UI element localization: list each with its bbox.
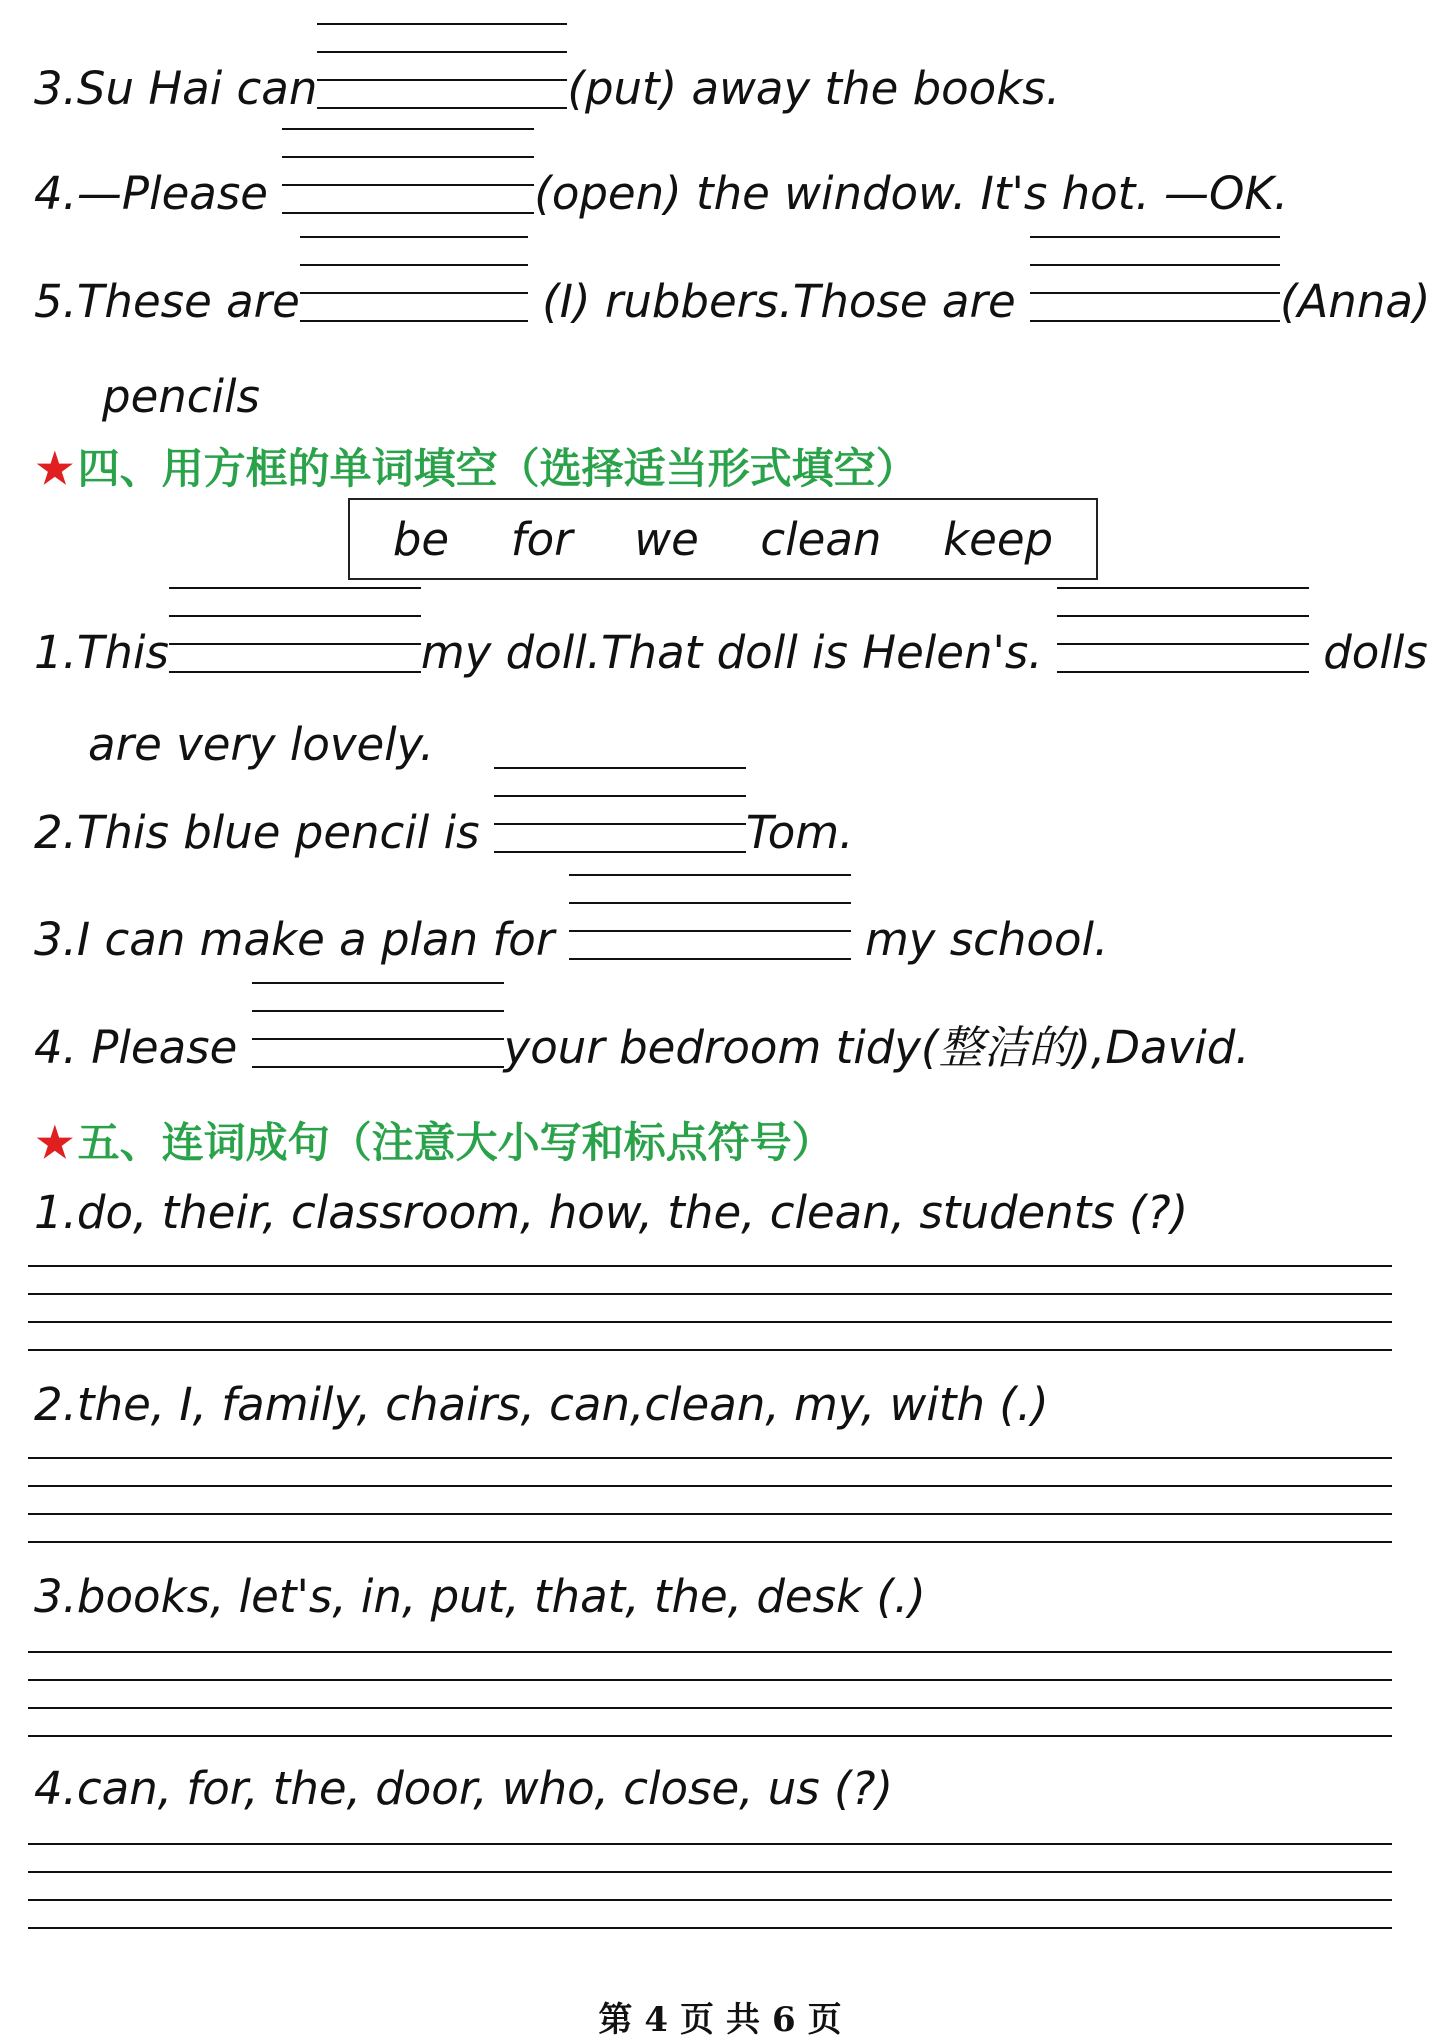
question-suffix: dolls — [1308, 626, 1428, 679]
footer-gong: 共 — [726, 2000, 760, 2040]
question-3-3 — [34, 62, 1061, 115]
question-middle: my doll.That doll is Helen's. — [420, 626, 1057, 679]
question-prefix: 2.This blue pencil is — [34, 806, 494, 859]
question-continuation: pencils — [102, 370, 260, 423]
answer-blank[interactable] — [1030, 316, 1280, 317]
writing-line[interactable] — [28, 1485, 1392, 1487]
writing-line[interactable] — [28, 1513, 1392, 1515]
writing-line[interactable] — [28, 1293, 1392, 1295]
question-prefix: 3.I can make a plan for — [34, 913, 569, 966]
question-4-4 — [34, 1021, 1250, 1074]
footer-di: 第 — [598, 2000, 633, 2040]
question-suffix: (put) away the books. — [567, 62, 1061, 115]
answer-blank[interactable] — [282, 208, 534, 209]
question-suffix: your bedroom tidy(整洁的),David. — [503, 1021, 1250, 1074]
reorder-item-3: 3.books, let's, in, put, that, the, desk (.) — [34, 1570, 926, 1623]
page-footer — [0, 1992, 1440, 2041]
question-continuation: are very lovely. — [88, 718, 435, 771]
star-icon: ★ — [36, 1118, 74, 1167]
question-suffix: (open) the window. It's hot. —OK. — [534, 167, 1289, 220]
writing-line[interactable] — [28, 1843, 1392, 1845]
question-4-2 — [34, 806, 854, 859]
word-bank-item: clean — [760, 512, 882, 566]
answer-blank[interactable] — [569, 954, 851, 955]
question-suffix: Tom. — [745, 806, 854, 859]
answer-blank[interactable] — [169, 667, 421, 668]
writing-line[interactable] — [28, 1457, 1392, 1459]
question-3-5 — [34, 275, 1431, 328]
question-suffix: my school. — [850, 913, 1109, 966]
writing-line[interactable] — [28, 1899, 1392, 1901]
writing-line[interactable] — [28, 1321, 1392, 1323]
heading-text: 四、用方框的单词填空（选择适当形式填空） — [77, 444, 918, 493]
writing-line[interactable] — [28, 1651, 1392, 1653]
page-total: 6 — [772, 2000, 796, 2040]
question-prefix: 4. Please — [34, 1021, 252, 1074]
reorder-item-1: 1.do, their, classroom, how, the, clean, students (?) — [34, 1186, 1189, 1239]
writing-line[interactable] — [28, 1349, 1392, 1351]
reorder-item-4: 4.can, for, the, door, who, close, us (?) — [34, 1762, 894, 1815]
question-prefix: 3.Su Hai can — [34, 62, 318, 115]
writing-line[interactable] — [28, 1707, 1392, 1709]
question-prefix: 5.These are — [34, 275, 300, 328]
heading-text: 五、连词成句（注意大小写和标点符号） — [77, 1118, 834, 1167]
answer-blank[interactable] — [1057, 667, 1309, 668]
question-4-1 — [34, 626, 1428, 679]
writing-line[interactable] — [28, 1871, 1392, 1873]
star-icon: ★ — [36, 444, 74, 493]
question-suffix: (Anna) — [1279, 275, 1431, 328]
answer-blank[interactable] — [300, 316, 528, 317]
reorder-item-2: 2.the, I, family, chairs, can,clean, my, with (.) — [34, 1378, 1049, 1431]
question-prefix: 1.This — [34, 626, 169, 679]
word-bank-item: be — [392, 512, 450, 566]
answer-blank[interactable] — [252, 1062, 504, 1063]
question-4-3 — [34, 913, 1109, 966]
word-bank-item: keep — [943, 512, 1054, 566]
page-number: 4 — [644, 2000, 668, 2040]
word-bank-item: we — [634, 512, 699, 566]
writing-line[interactable] — [28, 1927, 1392, 1929]
question-prefix: 4.—Please — [34, 167, 283, 220]
word-bank-item: for — [510, 512, 573, 566]
writing-line[interactable] — [28, 1679, 1392, 1681]
question-3-4 — [34, 167, 1289, 220]
writing-line[interactable] — [28, 1265, 1392, 1267]
word-bank — [348, 498, 1098, 580]
footer-ye: 页 — [807, 2000, 842, 2040]
answer-blank[interactable] — [317, 103, 567, 104]
section-heading-4 — [36, 444, 918, 493]
answer-blank[interactable] — [494, 847, 746, 848]
footer-ye: 页 — [680, 2000, 714, 2040]
question-middle: (I) rubbers.Those are — [527, 275, 1030, 328]
writing-line[interactable] — [28, 1735, 1392, 1737]
section-heading-5 — [36, 1118, 834, 1167]
writing-line[interactable] — [28, 1541, 1392, 1543]
